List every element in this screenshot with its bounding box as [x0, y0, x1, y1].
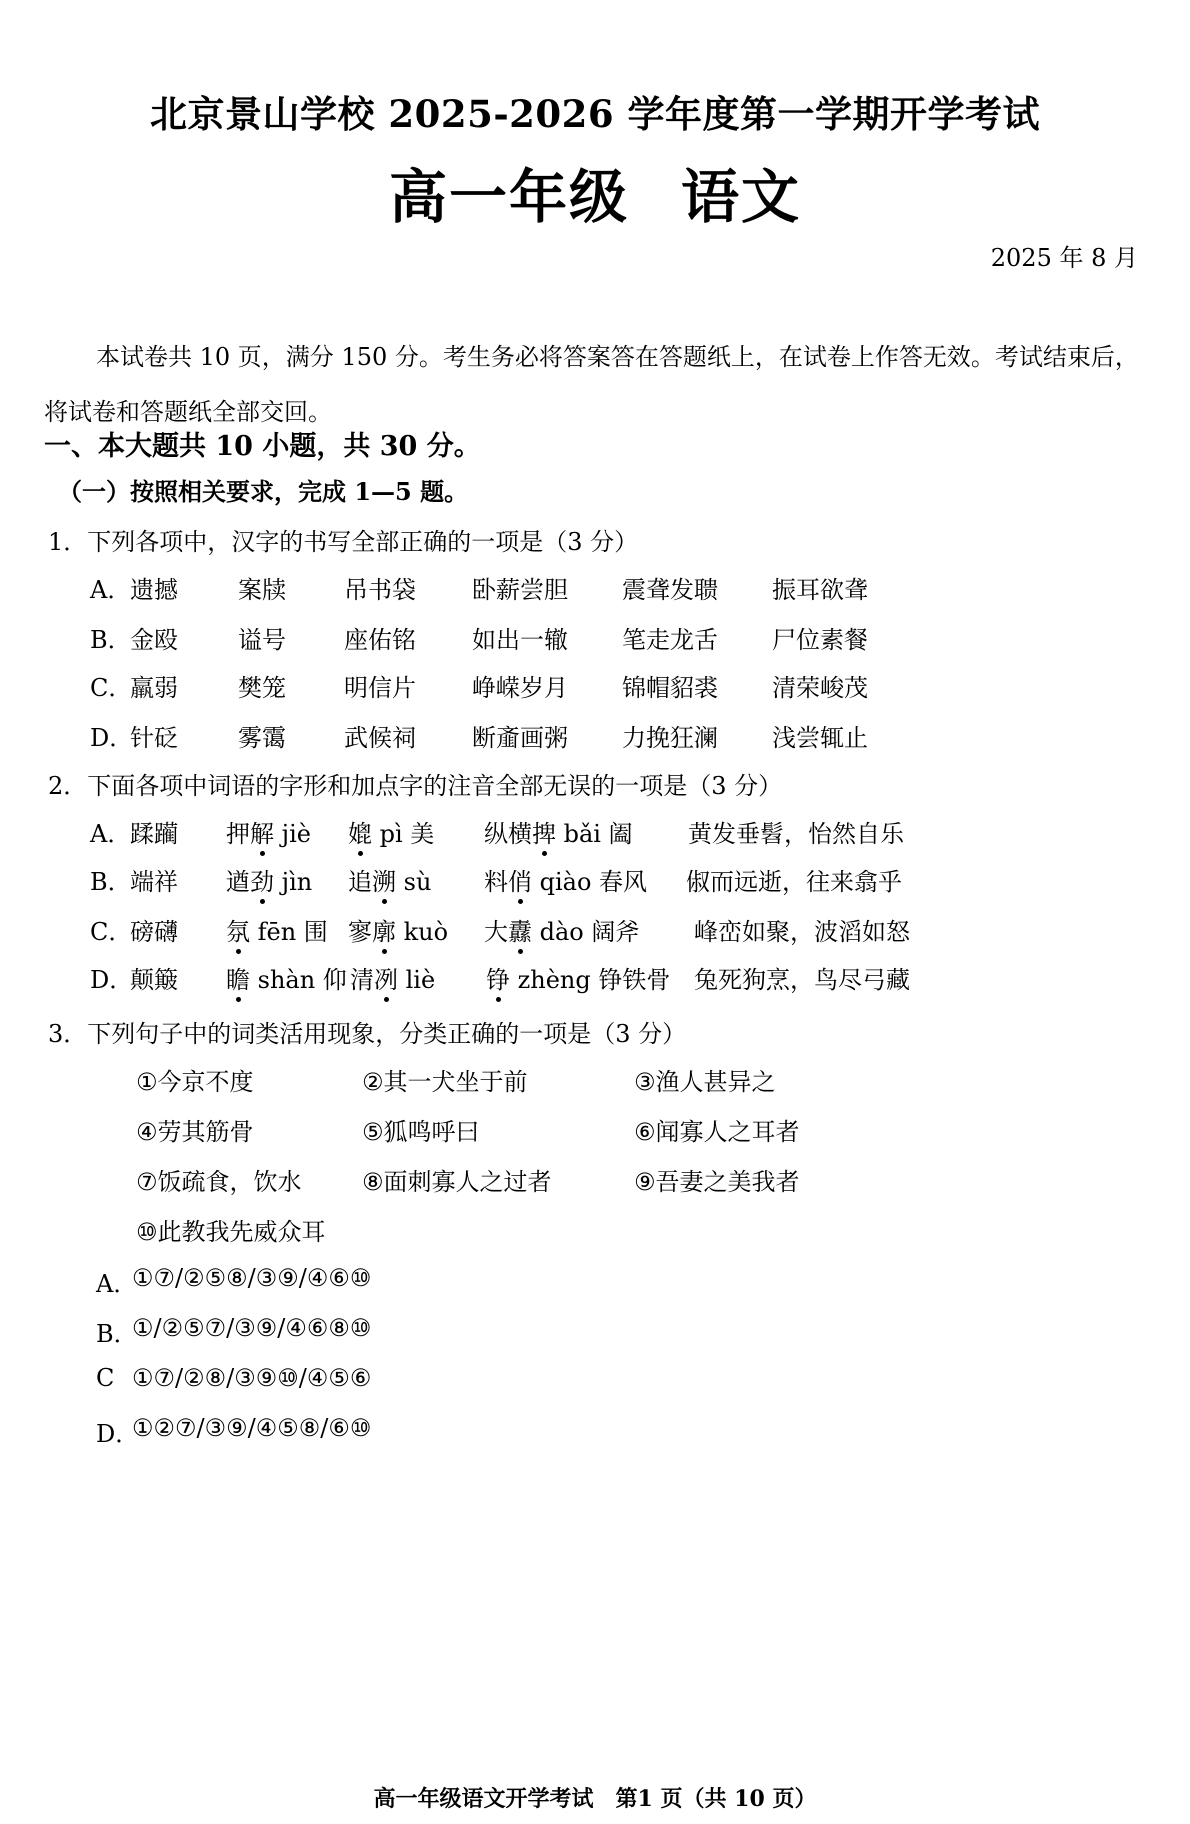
option-label: C．	[90, 918, 133, 946]
q3-item: ⑨吾妻之美我者	[634, 1168, 800, 1196]
option-word: 卧薪尝胆	[472, 576, 568, 604]
option-word: 遗撼	[130, 576, 178, 604]
option-label: B．	[90, 868, 132, 896]
option-word: 锦帽貂裘	[622, 674, 718, 702]
exam-date: 2025 年 8 月	[990, 244, 1138, 272]
grade-label: 高一年级	[388, 163, 629, 231]
option-word: 瞻 shàn 仰	[226, 960, 347, 995]
q3-item-row	[0, 1062, 1190, 1102]
question-2-stem: 2．下面各项中词语的字形和加点字的注音全部无误的一项是（3 分）	[48, 772, 783, 800]
option-label: A．	[90, 576, 132, 604]
option-word: 振耳欲聋	[772, 576, 868, 604]
q3-option-c	[0, 1364, 1190, 1404]
option-phrase: 俶而远逝，往来翕乎	[686, 868, 902, 896]
option-word: 纵横捭 bǎi 阖	[484, 814, 633, 849]
option-phrase: 兔死狗烹，鸟尽弓藏	[694, 966, 910, 994]
subsection-heading: （一）按照相关要求，完成 1—5 题。	[58, 477, 469, 506]
option-word: 羸弱	[130, 674, 178, 702]
exam-title: 北京景山学校 2025-2026 学年度第一学期开学考试	[149, 92, 1041, 136]
option-word: 断齑画粥	[472, 724, 568, 752]
option-word: 峥嵘岁月	[472, 674, 568, 702]
exam-instructions: 本试卷共 10 页，满分 150 分。考生务必将答案答在答题纸上，在试卷上作答无效。考试结束后，将试卷和答题纸全部交回。	[44, 343, 1139, 426]
option-label: D．	[90, 966, 134, 994]
option-text: ①⑦/②⑤⑧/③⑨/④⑥⑩	[132, 1264, 372, 1292]
option-word: 颠簸	[130, 966, 178, 994]
option-word: 清冽 liè	[350, 960, 435, 995]
option-word: 如出一辙	[472, 626, 568, 654]
q2-option-d	[0, 960, 1190, 1000]
option-word: 谥号	[238, 626, 286, 654]
option-word: 力挽狂澜	[622, 724, 718, 752]
option-word: 震聋发聩	[622, 576, 718, 604]
q3-item: ②其一犬坐于前	[362, 1068, 528, 1096]
option-word: 氛 fēn 围	[226, 912, 328, 947]
option-word: 武候祠	[344, 724, 416, 752]
option-word: 大纛 dào 阔斧	[484, 912, 639, 947]
q3-option-b	[0, 1314, 1190, 1354]
page-footer: 高一年级语文开学考试 第1 页（共 10 页）	[373, 1786, 817, 1812]
option-word: 明信片	[344, 674, 416, 702]
option-word: 尸位素餐	[772, 626, 868, 654]
q3-option-a	[0, 1264, 1190, 1304]
q2-option-a	[0, 814, 1190, 854]
option-text: ①②⑦/③⑨/④⑤⑧/⑥⑩	[132, 1414, 372, 1442]
option-word: 吊书袋	[344, 576, 416, 604]
option-word: 料俏 qiào 春风	[484, 862, 647, 897]
q1-option-d	[0, 718, 1190, 758]
option-word: 雾霭	[238, 724, 286, 752]
q3-item-row	[0, 1162, 1190, 1202]
q2-option-b	[0, 862, 1190, 902]
option-word: 浅尝辄止	[772, 724, 868, 752]
q3-item: ⑥闻寡人之耳者	[634, 1118, 800, 1146]
option-label: D．	[96, 1420, 140, 1448]
option-word: 座佑铭	[344, 626, 416, 654]
option-word: 清荣峻茂	[772, 674, 868, 702]
q3-item: ⑦饭疏食，饮水	[136, 1168, 302, 1196]
q3-item: ④劳其筋骨	[136, 1118, 254, 1146]
option-word: 端祥	[130, 868, 178, 896]
option-word: 媲 pì 美	[348, 814, 434, 849]
question-1-stem: 1．下列各项中，汉字的书写全部正确的一项是（3 分）	[48, 528, 639, 556]
option-word: 案牍	[238, 576, 286, 604]
q3-item: ①今京不度	[136, 1068, 254, 1096]
option-word: 针砭	[130, 724, 178, 752]
q1-option-b	[0, 620, 1190, 660]
option-text: ①⑦/②⑧/③⑨⑩/④⑤⑥	[132, 1364, 372, 1392]
option-word: 追溯 sù	[348, 862, 431, 897]
q1-option-c	[0, 668, 1190, 708]
q3-item-row	[0, 1112, 1190, 1152]
q3-item: ⑧面刺寡人之过者	[362, 1168, 552, 1196]
option-label: A．	[96, 1270, 138, 1298]
option-phrase: 峰峦如聚，波滔如怒	[694, 918, 910, 946]
option-word: 樊笼	[238, 674, 286, 702]
option-label: C	[96, 1364, 115, 1392]
option-word: 遒劲 jìn	[226, 862, 312, 897]
section-heading: 一、本大题共 10 小题，共 30 分。	[44, 431, 481, 462]
q2-option-c	[0, 912, 1190, 952]
option-word: 磅礴	[130, 918, 178, 946]
option-label: A．	[90, 820, 132, 848]
option-word: 押解 jiè	[226, 814, 311, 849]
option-word: 笔走龙舌	[622, 626, 718, 654]
q3-item-row	[0, 1212, 1190, 1252]
option-word: 寥廓 kuò	[348, 912, 448, 947]
option-label: B．	[90, 626, 132, 654]
q3-option-d	[0, 1414, 1190, 1454]
option-phrase: 黄发垂髫，怡然自乐	[688, 820, 904, 848]
option-word: 蹂躏	[130, 820, 178, 848]
option-label: C．	[90, 674, 133, 702]
q1-option-a	[0, 570, 1190, 610]
option-word: 金殴	[130, 626, 178, 654]
q3-item: ⑩此教我先威众耳	[136, 1218, 326, 1246]
q3-item: ③渔人甚异之	[634, 1068, 776, 1096]
option-label: B．	[96, 1320, 138, 1348]
exam-subtitle	[0, 150, 1190, 234]
subject-label: 语文	[681, 163, 802, 231]
question-3-stem: 3．下列句子中的词类活用现象，分类正确的一项是（3 分）	[48, 1020, 687, 1048]
q3-item: ⑤狐鸣呼曰	[362, 1118, 480, 1146]
option-label: D．	[90, 724, 134, 752]
option-word: 铮 zhèng 铮铁骨	[486, 960, 670, 995]
option-text: ①/②⑤⑦/③⑨/④⑥⑧⑩	[132, 1314, 372, 1342]
